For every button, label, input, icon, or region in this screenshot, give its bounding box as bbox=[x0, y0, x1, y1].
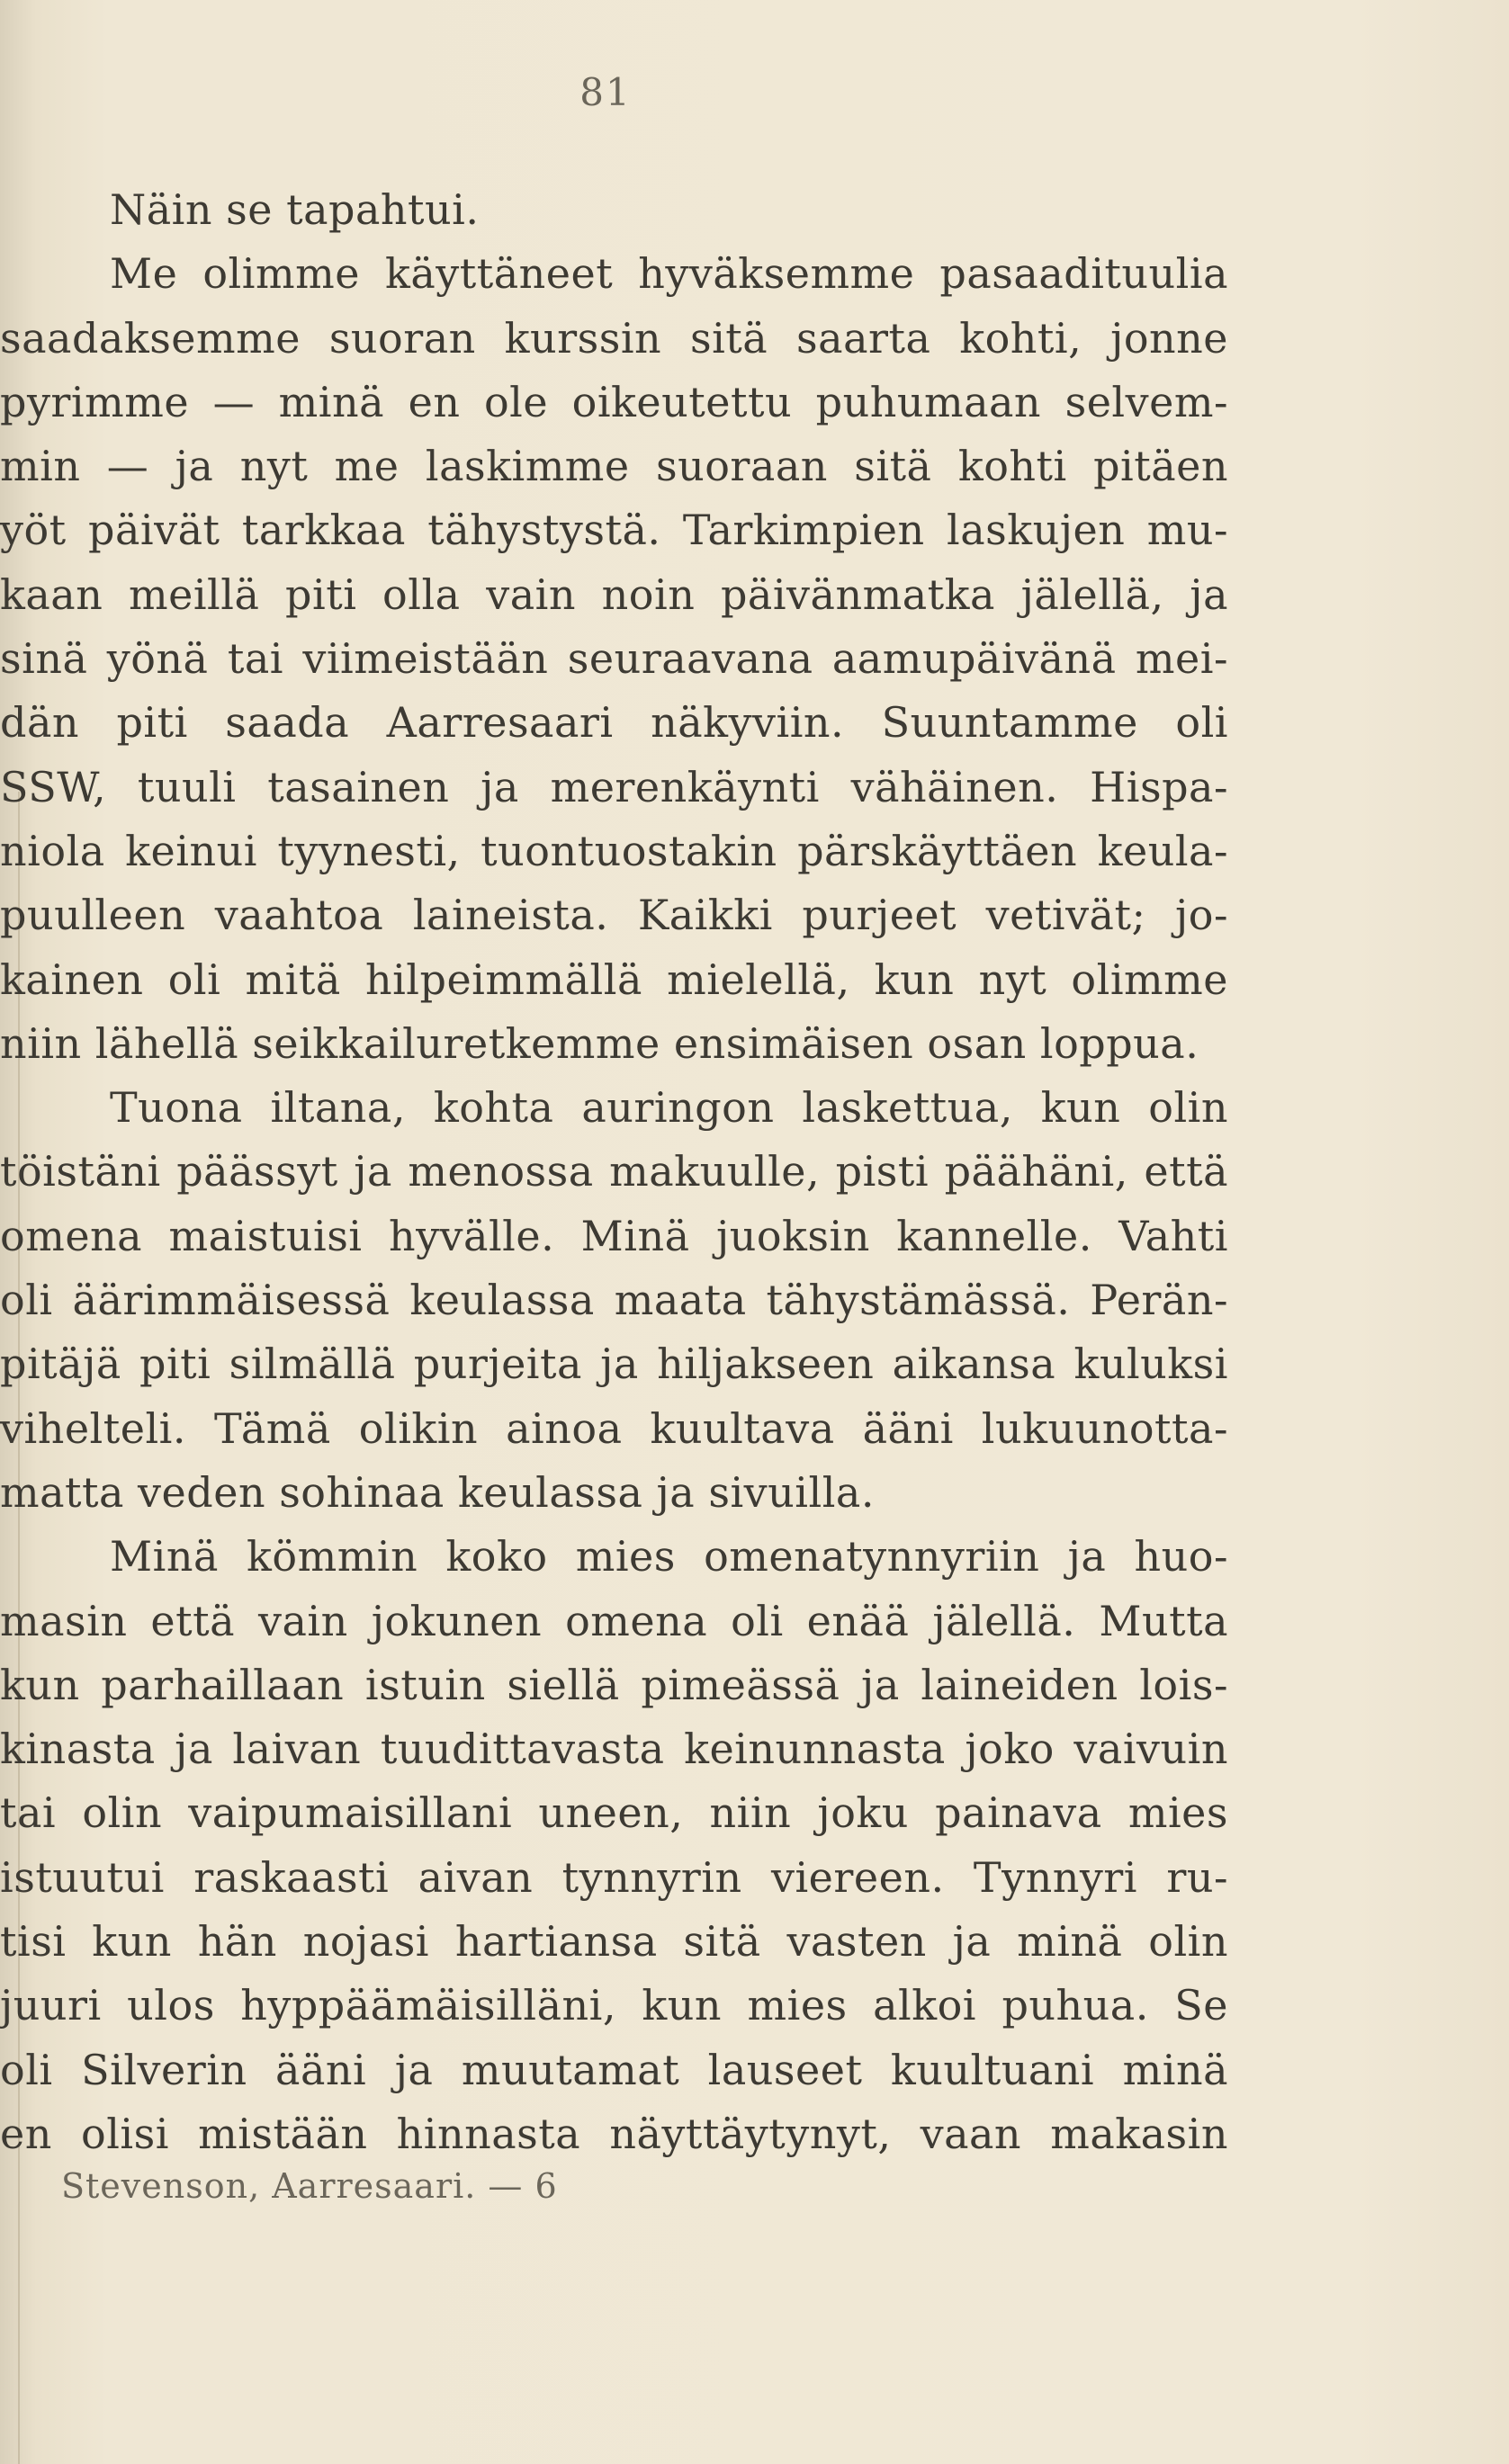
text-line: dän piti saada Aarresaari näkyviin. Suuntamme oli bbox=[0, 698, 1228, 748]
text-line: sinä yönä tai viimeistään seuraavana aamupäivänä mei- bbox=[0, 634, 1228, 684]
text-line: Tuona iltana, kohta auringon laskettua, kun olin bbox=[110, 1083, 1228, 1133]
text-line: tai olin vaipumaisillani uneen, niin joku painava mies bbox=[0, 1788, 1228, 1838]
page-number: 81 bbox=[579, 70, 632, 114]
text-line: töistäni päässyt ja menossa makuulle, pisti päähäni, että bbox=[0, 1147, 1228, 1196]
text-line: tisi kun hän nojasi hartiansa sitä vasten ja minä olin bbox=[0, 1917, 1228, 1967]
text-line: oli äärimmäisessä keulassa maata tähystämässä. Perän- bbox=[0, 1276, 1228, 1325]
text-line: masin että vain jokunen omena oli enää jälellä. Mutta bbox=[0, 1596, 1228, 1645]
text-line: omena maistuisi hyvälle. Minä juoksin kannelle. Vahti bbox=[0, 1211, 1228, 1260]
text-line: kainen oli mitä hilpeimmällä mielellä, kun nyt olimme bbox=[0, 954, 1228, 1004]
text-line: Minä kömmin koko mies omenatynnyriin ja huo- bbox=[110, 1532, 1228, 1581]
text-line: Me olimme käyttäneet hyväksemme pasaadituulia bbox=[110, 249, 1228, 299]
text-line: niola keinui tyynesti, tuontuostakin pärskäyttäen keula- bbox=[0, 826, 1228, 875]
text-line: kaan meillä piti olla vain noin päivänmatka jälellä, ja bbox=[0, 569, 1228, 619]
text-line: saadaksemme suoran kurssin sitä saarta kohti, jonne bbox=[0, 313, 1228, 363]
text-line: juuri ulos hyppäämäisilläni, kun mies alkoi puhua. Se bbox=[0, 1981, 1228, 2030]
text-line: oli Silverin ääni ja muutamat lauseet kuultuani minä bbox=[0, 2045, 1228, 2094]
text-line: pitäjä piti silmällä purjeita ja hiljakseen aikansa kuluksi bbox=[0, 1340, 1228, 1389]
text-line: en olisi mistään hinnasta näyttäytynyt, vaan makasin bbox=[0, 2109, 1228, 2158]
text-line: pyrimme — minä en ole oikeutettu puhumaan selvem- bbox=[0, 377, 1228, 426]
text-line: istuutui raskaasti aivan tynnyrin viereen. Tynnyri ru- bbox=[0, 1852, 1228, 1902]
text-line: vihelteli. Tämä olikin ainoa kuultava ääni lukuunotta- bbox=[0, 1403, 1228, 1453]
text-line: Näin se tapahtui. bbox=[110, 185, 480, 234]
text-line: kun parhaillaan istuin siellä pimeässä ja laineiden lois- bbox=[0, 1660, 1228, 1709]
text-line: matta veden sohinaa keulassa ja sivuilla. bbox=[0, 1467, 875, 1517]
body-text bbox=[0, 178, 1228, 2166]
text-line: kinasta ja laivan tuudittavasta keinunnasta joko vaivuin bbox=[0, 1725, 1228, 1774]
text-line: puulleen vaahtoa laineista. Kaikki purjeet vetivät; jo- bbox=[0, 891, 1228, 940]
signature-footer: Stevenson, Aarresaari. — 6 bbox=[61, 2166, 558, 2206]
text-line: SSW, tuuli tasainen ja merenkäynti vähäinen. Hispa- bbox=[0, 762, 1228, 811]
text-line: yöt päivät tarkkaa tähystystä. Tarkimpien laskujen mu- bbox=[0, 506, 1228, 555]
text-line: niin lähellä seikkailuretkemme ensimäisen osan loppua. bbox=[0, 1018, 1199, 1068]
text-line: min — ja nyt me laskimme suoraan sitä kohti pitäen bbox=[0, 442, 1228, 491]
